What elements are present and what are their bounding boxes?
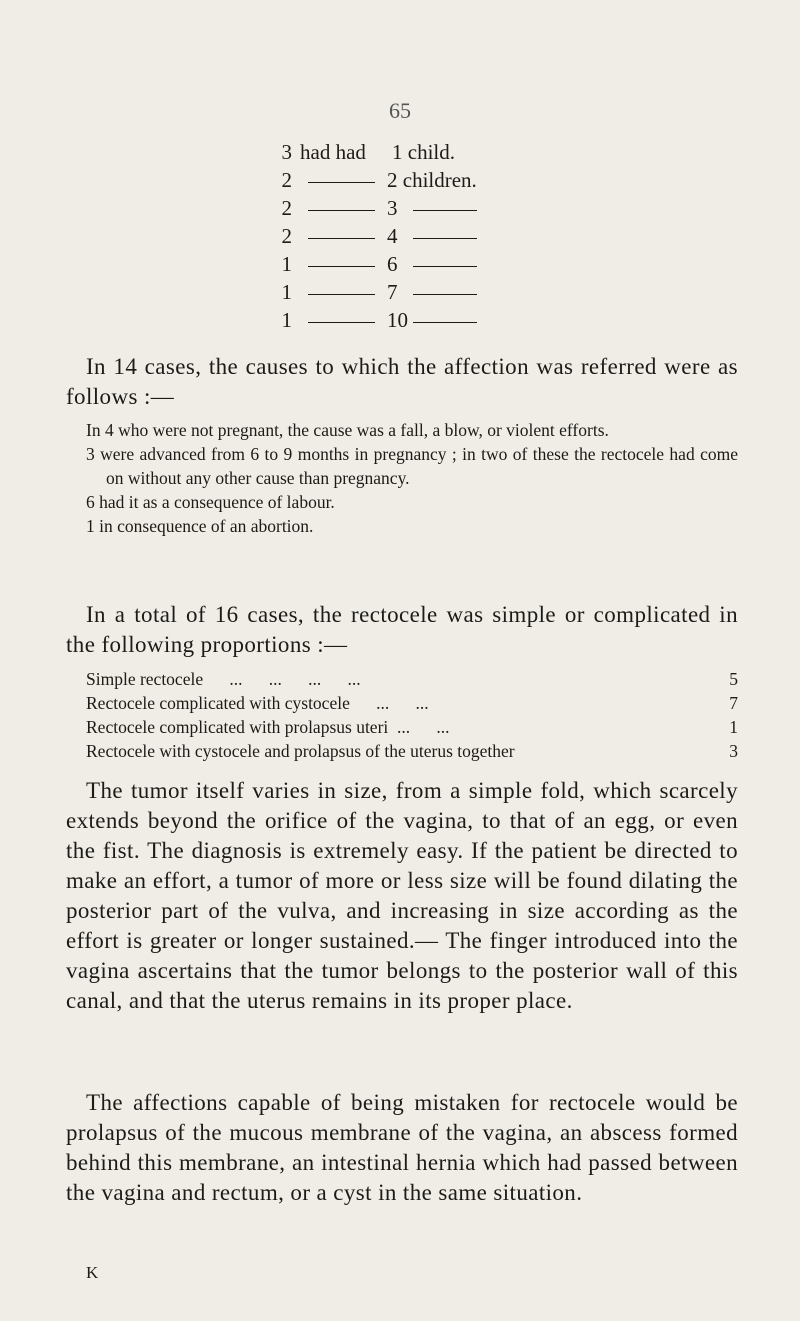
causes-intro-text: In 14 cases, the causes to which the affection was referred were as follows :— (66, 354, 738, 409)
proportion-label: Rectocele complicated with cystocele ... ... (86, 693, 429, 713)
proportion-label: Simple rectocele ... ... ... ... (86, 669, 361, 689)
women-count: 1 (281, 280, 292, 304)
births-row (272, 250, 477, 278)
signature-mark: K (86, 1263, 99, 1282)
body-paragraph-1 (66, 776, 738, 1016)
causes-list (66, 418, 738, 538)
dash-rule (308, 210, 375, 211)
births-table (272, 138, 477, 334)
paragraph-text: The affections capable of being mistaken for rectocele would be prolapsus of the mucous membrane of the vagina, an abscess formed behind this membrane, an intestinal hernia which had passed between the vagina and rectum, or a cyst in the same situation. (66, 1090, 738, 1205)
dash-rule (308, 322, 375, 323)
dash-rule (308, 294, 375, 295)
body-paragraph-2 (66, 1088, 738, 1208)
proportion-value: 5 (729, 669, 738, 689)
cause-item: 6 had it as a consequence of labour. (86, 492, 335, 512)
children-count: 7 (387, 280, 398, 304)
dash-rule (308, 266, 375, 267)
births-row (272, 194, 477, 222)
proportion-row (86, 667, 738, 691)
dash-rule (308, 182, 375, 183)
cause-item: 3 were advanced from 6 to 9 months in pregnancy ; in two of these the rectocele had come on without any other cause than pregnancy. (86, 444, 738, 488)
cause-item: 1 in consequence of an abortion. (86, 516, 314, 536)
proportion-row (86, 739, 738, 763)
children-count: 6 (387, 252, 398, 276)
dash-rule (308, 238, 375, 239)
proportions-intro (66, 600, 738, 660)
dash-rule (413, 238, 477, 239)
births-row (272, 166, 477, 194)
children-count: 2 children. (387, 168, 477, 192)
row-connector: had had (300, 140, 366, 164)
children-count: 10 (387, 308, 408, 332)
women-count: 2 (281, 196, 292, 220)
women-count: 1 (281, 308, 292, 332)
paragraph-text: The tumor itself varies in size, from a simple fold, which scarcely extends beyond the orifice of the vagina, to that of an egg, or even the fist. The diagnosis is extremely easy. If the patient be directed to make an effort, a tumor of more or less size will be found dilating the posterior part of the vulva, and increasing in size according as the effort is greater or longer sustained.— The finger introduced into the vagina ascertains that the tumor belongs to the posterior wall of this canal, and that the uterus remains in its proper place. (66, 778, 738, 1013)
women-count: 3 (281, 140, 292, 164)
proportion-row (86, 691, 738, 715)
women-count: 1 (281, 252, 292, 276)
births-row (272, 138, 477, 166)
women-count: 2 (281, 168, 292, 192)
proportion-value: 3 (729, 741, 738, 761)
dash-rule (413, 210, 477, 211)
proportion-row (86, 715, 738, 739)
proportion-label: Rectocele complicated with prolapsus uteri ... ... (86, 717, 450, 737)
children-count: 1 child. (392, 140, 455, 164)
proportion-value: 1 (729, 717, 738, 737)
dash-rule (413, 294, 477, 295)
page-number: 65 (389, 98, 411, 123)
births-row (272, 306, 477, 334)
causes-intro (66, 352, 738, 412)
women-count: 2 (281, 224, 292, 248)
dash-rule (413, 322, 477, 323)
children-count: 3 (387, 196, 398, 220)
dash-rule (413, 266, 477, 267)
births-row (272, 278, 477, 306)
births-row (272, 222, 477, 250)
proportion-label: Rectocele with cystocele and prolapsus of the uterus together (86, 741, 515, 761)
children-count: 4 (387, 224, 398, 248)
cause-item: In 4 who were not pregnant, the cause was a fall, a blow, or violent efforts. (86, 420, 609, 440)
proportion-value: 7 (729, 693, 738, 713)
proportions-intro-text: In a total of 16 cases, the rectocele was simple or complicated in the following proportions :— (66, 602, 738, 657)
proportions-table (86, 667, 738, 763)
